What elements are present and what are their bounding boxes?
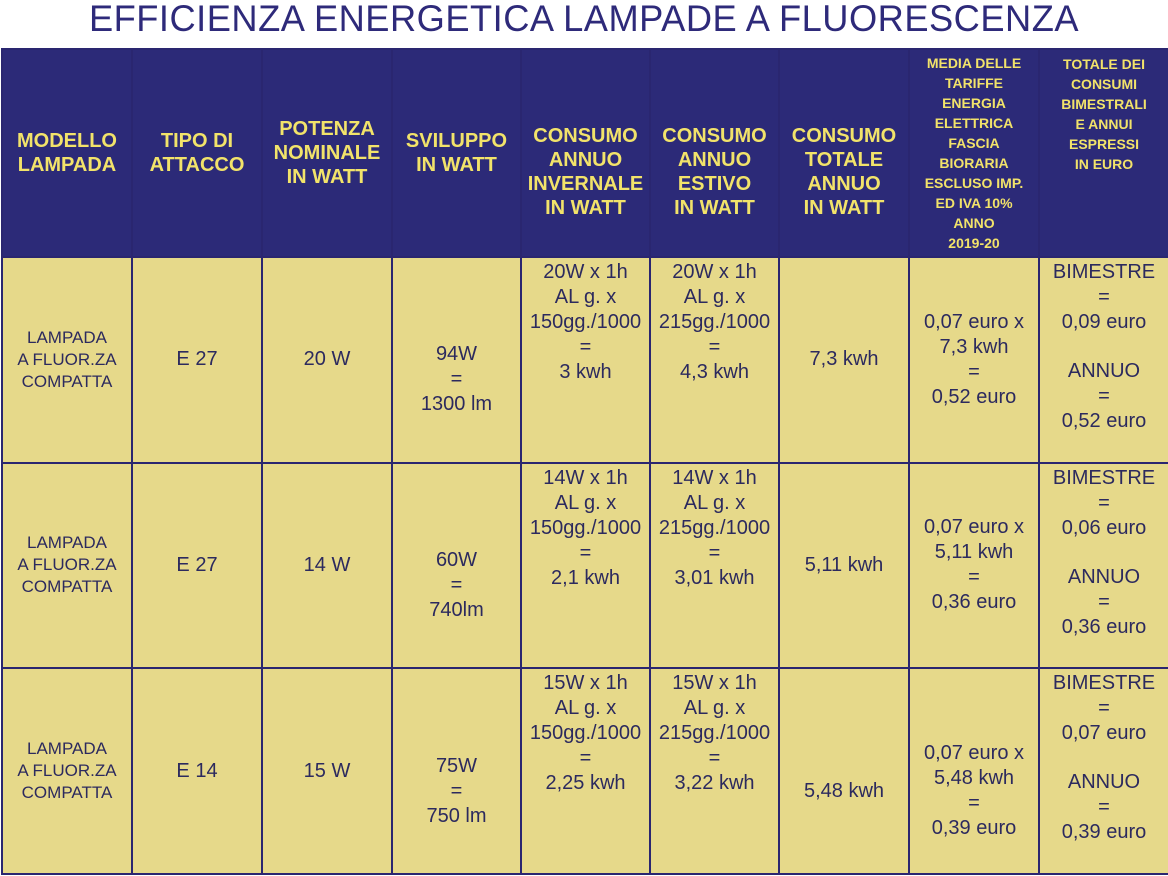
cell-media-tariffe: 0,07 euro x 5,48 kwh = 0,39 euro <box>909 668 1039 874</box>
header-modello: MODELLO LAMPADA <box>2 49 132 257</box>
cell-attacco: E 27 <box>132 463 262 669</box>
header-media-tariffe: MEDIA DELLE TARIFFE ENERGIA ELETTRICA FASCIA BIORARIA ESCLUSO IMP. ED IVA 10% ANNO 2019-20 <box>909 49 1039 257</box>
cell-totale-euro: BIMESTRE = 0,07 euro ANNUO = 0,39 euro <box>1039 668 1168 874</box>
cell-potenza: 14 W <box>262 463 392 669</box>
cell-media-tariffe: 0,07 euro x 7,3 kwh = 0,52 euro <box>909 257 1039 463</box>
cell-totale-euro: BIMESTRE = 0,09 euro ANNUO = 0,52 euro <box>1039 257 1168 463</box>
cell-consumo-invernale: 15W x 1h AL g. x 150gg./1000 = 2,25 kwh <box>521 668 650 874</box>
cell-consumo-estivo: 15W x 1h AL g. x 215gg./1000 = 3,22 kwh <box>650 668 779 874</box>
cell-media-tariffe: 0,07 euro x 5,11 kwh = 0,36 euro <box>909 463 1039 669</box>
table-row <box>2 257 1168 463</box>
header-totale-euro: TOTALE DEI CONSUMI BIMESTRALI E ANNUI ESPRESSI IN EURO <box>1039 49 1168 257</box>
header-consumo-estivo: CONSUMO ANNUO ESTIVO IN WATT <box>650 49 779 257</box>
header-tipo-attacco: TIPO DI ATTACCO <box>132 49 262 257</box>
cell-sviluppo: 75W = 750 lm <box>392 668 521 874</box>
cell-totale-euro: BIMESTRE = 0,06 euro ANNUO = 0,36 euro <box>1039 463 1168 669</box>
cell-potenza: 15 W <box>262 668 392 874</box>
cell-consumo-estivo: 14W x 1h AL g. x 215gg./1000 = 3,01 kwh <box>650 463 779 669</box>
header-potenza: POTENZA NOMINALE IN WATT <box>262 49 392 257</box>
header-consumo-invernale: CONSUMO ANNUO INVERNALE IN WATT <box>521 49 650 257</box>
cell-attacco: E 27 <box>132 257 262 463</box>
header-sviluppo: SVILUPPO IN WATT <box>392 49 521 257</box>
cell-modello: LAMPADA A FLUOR.ZA COMPATTA <box>2 463 132 669</box>
cell-sviluppo: 94W = 1300 lm <box>392 257 521 463</box>
cell-potenza: 20 W <box>262 257 392 463</box>
cell-sviluppo: 60W = 740lm <box>392 463 521 669</box>
page-title: EFFICIENZA ENERGETICA LAMPADE A FLUORESCENZA <box>88 0 1080 39</box>
table-row <box>2 463 1168 669</box>
cell-consumo-totale: 5,11 kwh <box>779 463 909 669</box>
table-row <box>2 668 1168 874</box>
efficiency-table <box>1 48 1168 875</box>
cell-consumo-totale: 5,48 kwh <box>779 668 909 874</box>
cell-consumo-totale: 7,3 kwh <box>779 257 909 463</box>
cell-attacco: E 14 <box>132 668 262 874</box>
header-row <box>2 49 1168 257</box>
cell-modello: LAMPADA A FLUOR.ZA COMPATTA <box>2 668 132 874</box>
cell-consumo-invernale: 20W x 1h AL g. x 150gg./1000 = 3 kwh <box>521 257 650 463</box>
cell-modello: LAMPADA A FLUOR.ZA COMPATTA <box>2 257 132 463</box>
header-consumo-totale: CONSUMO TOTALE ANNUO IN WATT <box>779 49 909 257</box>
cell-consumo-invernale: 14W x 1h AL g. x 150gg./1000 = 2,1 kwh <box>521 463 650 669</box>
cell-consumo-estivo: 20W x 1h AL g. x 215gg./1000 = 4,3 kwh <box>650 257 779 463</box>
